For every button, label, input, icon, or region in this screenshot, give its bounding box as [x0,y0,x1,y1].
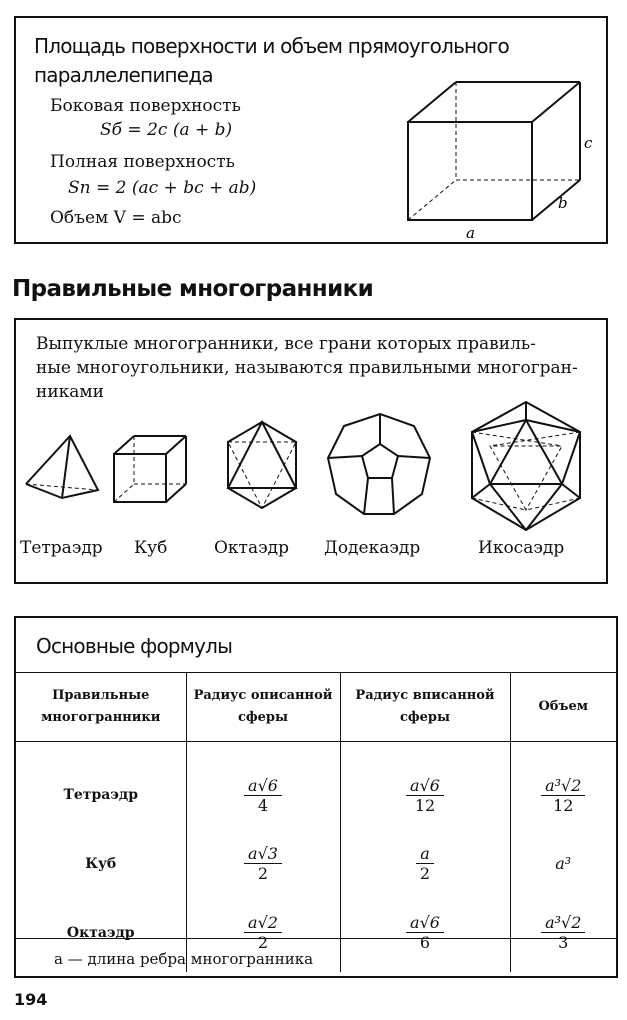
edge-length-note: a — длина ребра многогранника [54,950,314,968]
dodecahedron-figure [324,410,436,520]
lateral-surface-label: Боковая поверхность [50,96,241,116]
table-footer-divider [16,938,616,939]
regular-polyhedra-box [14,318,608,584]
label-dodecahedron: Додекаэдр [324,538,421,558]
cube-circumradius: $\frac{a√3}{2}$ [244,844,282,883]
row-name-octahedron: Октаэдр [16,894,186,972]
label-tetrahedron: Тетраэдр [20,538,103,558]
table-header-row [16,673,616,742]
label-icosahedron: Икосаэдр [478,538,565,558]
section-title: Правильные многогранники [12,276,374,302]
parallelepiped-box [14,16,608,244]
octa-volume: $\frac{\text{a³√2}}{3}$ [541,913,585,952]
table-row [16,742,616,834]
page-number: 194 [14,990,48,1009]
tetra-circumradius: $\frac{a√6}{4}$ [244,776,282,815]
definition-text: Выпуклые многогранники, все грани которых правиль- ные многоугольники, называются правильными многогран- никами [36,334,578,402]
icosahedron-figure [464,398,590,534]
lateral-surface-formula: Sб = 2c (a + b) [100,120,233,140]
header-volume: Объем [510,673,616,742]
volume-formula: Объем V = abc [50,208,182,228]
formulas-table [16,672,616,972]
label-cube: Куб [134,538,168,558]
row-name-cube: Куб [16,834,186,894]
tetrahedron-figure [22,432,102,502]
header-inradius: Радиус вписанной сферы [340,673,510,742]
octahedron-figure [222,418,302,514]
edge-a-label: a [466,224,475,242]
cube-inradius: $\frac{a}{2}$ [416,844,434,883]
formulas-box [14,616,618,978]
octa-circumradius: $\frac{a√2}{2}$ [244,913,282,952]
edge-c-label: c [584,134,593,152]
total-surface-formula: Sп = 2 (ac + bc + ab) [68,178,257,198]
header-circumradius: Радиус описанной сферы [186,673,340,742]
tetra-volume: $\frac{\text{a³√2}}{12}$ [541,776,585,815]
row-name-tetrahedron: Тетраэдр [16,742,186,834]
parallelepiped-figure [394,74,594,244]
tetra-inradius: $\frac{a√6}{12}$ [406,776,444,815]
cube-volume: a³ [510,834,616,894]
edge-b-label: b [558,194,568,212]
total-surface-label: Полная поверхность [50,152,235,172]
octa-inradius: $\frac{a√6}{6}$ [406,913,444,952]
parallelepiped-title: Площадь поверхности и объем прямоугольного параллелепипеда [34,34,509,87]
table-row [16,834,616,894]
cube-figure [110,432,192,508]
formulas-title: Основные формулы [36,634,233,658]
label-octahedron: Октаэдр [214,538,289,558]
header-polyhedra: Правильные многогранники [16,673,186,742]
